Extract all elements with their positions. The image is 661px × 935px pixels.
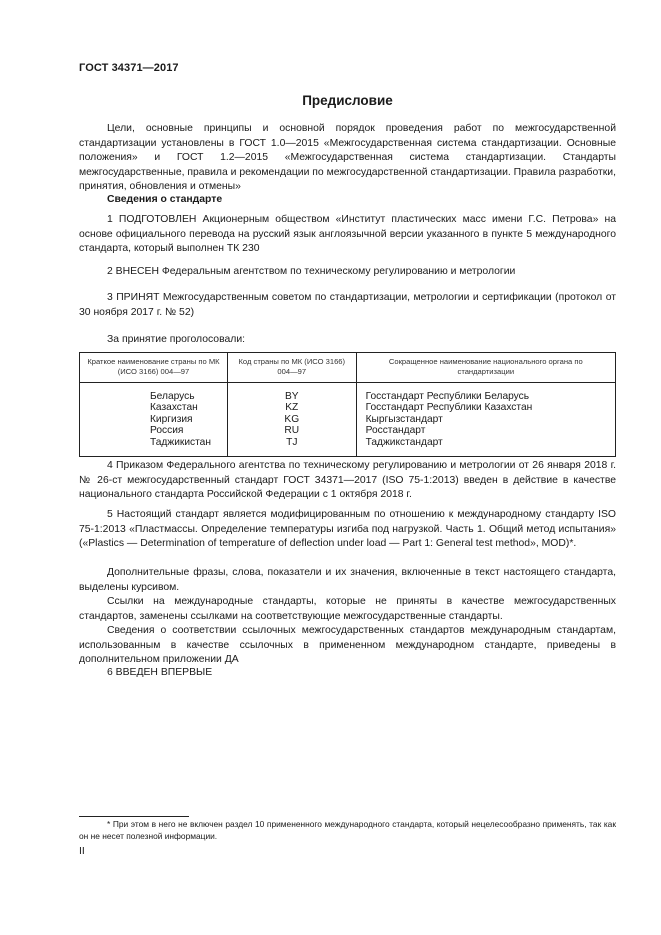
item-3-paragraph: 3 ПРИНЯТ Межгосударственным советом по стандартизации, метрологии и сертификации (протокол от 30 ноября 2017 г. № 52)	[79, 292, 616, 318]
section-title: Предисловие	[302, 93, 393, 108]
table-row	[80, 437, 616, 457]
code-cell: KG	[227, 414, 356, 425]
standard-info-subhead: Сведения о стандарте	[107, 194, 223, 205]
intro-paragraph: Цели, основные принципы и основной порядок проведения работ по межгосударственной стандартизации установлены в ГОСТ 1.0—2015 «Межгосударственная система стандартизации. Основные положения» и ГОСТ 1.2—2015 «Межгосударственная система стандартизации. Стандарты межгосударственные, правила и рекомендации по межгосударственной стандартизации. Правила разработки, принятия, обновления и отмены»	[79, 123, 616, 192]
country-cell: Беларусь	[80, 383, 228, 403]
table-row	[80, 425, 616, 436]
references-info-paragraph: Сведения о соответствии ссылочных межгосударственных стандартов международным стандартам, использованным в качестве ссылочных в примененном международном стандарте, приведены в дополнительном приложении ДА	[79, 625, 616, 665]
item-1-paragraph: 1 ПОДГОТОВЛЕН Акционерным обществом «Институт пластических масс имени Г.С. Петрова» на основе официального перевода на русский язык англоязычной версии указанного в пункте 5 международного стандарта, который выполнен ТК 230	[79, 214, 616, 254]
country-name-header: Краткое наименование страны по МК (ИСО 3166) 004—97	[80, 353, 228, 383]
table-header-row	[80, 353, 616, 383]
table-row	[80, 414, 616, 425]
footnote-divider	[79, 816, 189, 817]
item-4-paragraph: 4 Приказом Федерального агентства по техническому регулированию и метрологии от 26 января 2018 г. № 26-ст межгосударственный стандарт ГОСТ 34371—2017 (ISO 75-1:2013) введен в действие в качестве национального стандарта Российской Федерации с 1 октября 2018 г.	[79, 460, 616, 500]
table-row	[80, 383, 616, 403]
additional-phrases-paragraph: Дополнительные фразы, слова, показатели и их значения, включенные в текст настоящего стандарта, выделены курсивом.	[79, 567, 616, 593]
item-2-paragraph: 2 ВНЕСЕН Федеральным агентством по техническому регулированию и метрологии	[107, 266, 516, 277]
body-cell: Госстандарт Республики Казахстан	[356, 402, 615, 413]
code-cell: TJ	[227, 437, 356, 457]
body-cell: Кыргызстандарт	[356, 414, 615, 425]
body-cell: Таджикстандарт	[356, 437, 615, 457]
item-6-paragraph: 6 ВВЕДЕН ВПЕРВЫЕ	[107, 667, 213, 678]
table-row	[80, 402, 616, 413]
country-cell: Казахстан	[80, 402, 228, 413]
country-cell: Таджикистан	[80, 437, 228, 457]
footnote: * При этом в него не включен раздел 10 примененного международного стандарта, который нецелесообразно применять, так как он не несет полезной информации.	[79, 819, 616, 841]
country-cell: Киргизия	[80, 414, 228, 425]
body-cell: Росстандарт	[356, 425, 615, 436]
page-number: II	[79, 846, 85, 857]
item-5-paragraph: 5 Настоящий стандарт является модифицированным по отношению к международному стандарту ISO 75-1:2013 «Пластмассы. Определение температуры изгиба под нагрузкой. Часть 1. Общий метод испытания» («Plastics — Determination of temperature of deflection under load — Part 1: General test method», MOD)*.	[79, 509, 616, 549]
country-code-header: Код страны по МК (ИСО 3166) 004—97	[227, 353, 356, 383]
document-id-header: ГОСТ 34371—2017	[79, 62, 179, 74]
voted-paragraph: За принятие проголосовали:	[107, 334, 246, 345]
code-cell: BY	[227, 383, 356, 403]
code-cell: KZ	[227, 402, 356, 413]
national-body-header: Сокращенное наименование национального органа по стандартизации	[356, 353, 615, 383]
country-cell: Россия	[80, 425, 228, 436]
references-paragraph: Ссылки на международные стандарты, которые не приняты в качестве межгосударственных стандартов, заменены ссылками на соответствующие межгосударственные стандарты.	[79, 596, 616, 622]
voting-countries-table	[79, 352, 616, 457]
body-cell: Госстандарт Республики Беларусь	[356, 383, 615, 403]
code-cell: RU	[227, 425, 356, 436]
